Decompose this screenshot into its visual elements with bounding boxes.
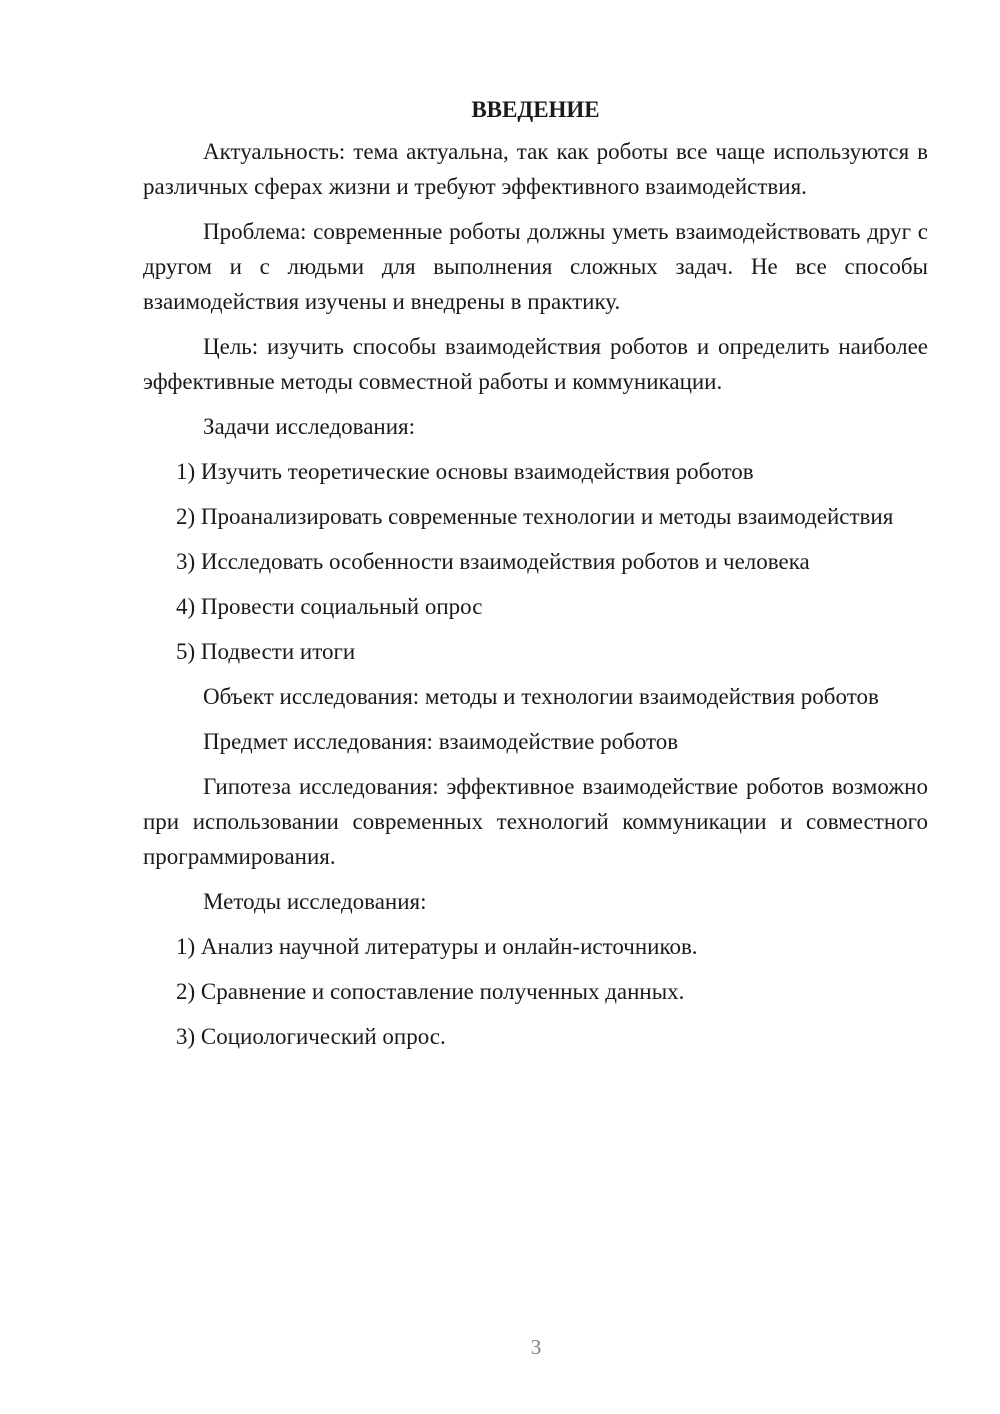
goal-paragraph: Цель: изучить способы взаимодействия роботов и определить наиболее эффективные методы совместной работы и коммуникации. <box>143 334 928 394</box>
method-item-2: 2) Сравнение и сопоставление полученных данных. <box>176 979 685 1004</box>
task-item-1: 1) Изучить теоретические основы взаимодействия роботов <box>176 459 754 484</box>
task-item-4: 4) Провести социальный опрос <box>176 594 483 619</box>
page-content <box>143 96 928 1064</box>
task-item-3: 3) Исследовать особенности взаимодействия роботов и человека <box>176 549 810 574</box>
relevance-paragraph: Актуальность: тема актуальна, так как роботы все чаще используются в различных сферах жизни и требуют эффективного взаимодействия. <box>143 139 928 199</box>
subject-paragraph: Предмет исследования: взаимодействие роботов <box>203 729 679 754</box>
method-item-3: 3) Социологический опрос. <box>176 1024 446 1049</box>
problem-paragraph: Проблема: современные роботы должны уметь взаимодействовать друг с другом и с людьми для выполнения сложных задач. Не все способы взаимодействия изучены и внедрены в практику. <box>143 219 928 314</box>
task-item-5: 5) Подвести итоги <box>176 639 356 664</box>
page-number: 3 <box>530 1335 542 1359</box>
object-paragraph: Объект исследования: методы и технологии взаимодействия роботов <box>203 684 879 709</box>
section-title: ВВЕДЕНИЕ <box>471 97 600 122</box>
method-item-1: 1) Анализ научной литературы и онлайн-источников. <box>176 934 698 959</box>
task-item-2: 2) Проанализировать современные технологии и методы взаимодействия <box>176 504 894 529</box>
methods-heading: Методы исследования: <box>203 889 427 914</box>
hypothesis-paragraph: Гипотеза исследования: эффективное взаимодействие роботов возможно при использовании современных технологий коммуникации и совместного программирования. <box>143 774 928 869</box>
tasks-heading: Задачи исследования: <box>203 414 416 439</box>
